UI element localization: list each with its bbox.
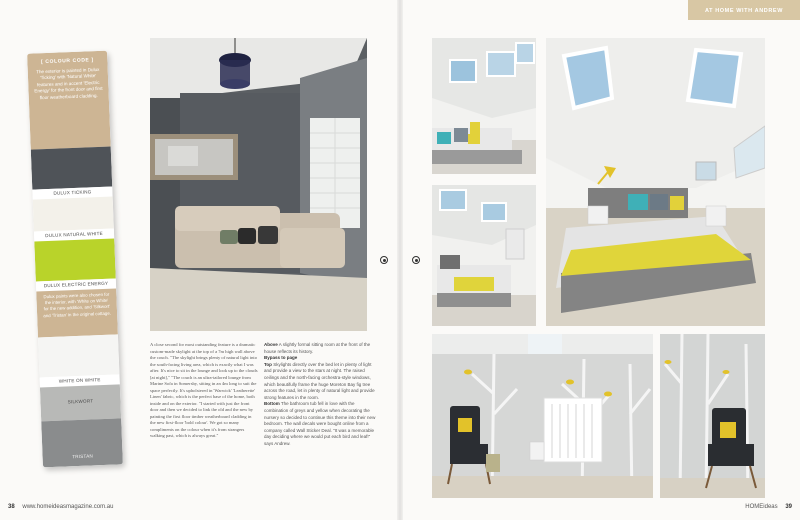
registration-mark-left <box>380 256 388 264</box>
bedroom-skylight-photo-small <box>432 38 536 174</box>
swatch-label: WHITE ON WHITE <box>58 377 101 384</box>
swatch-label: DULUX TICKING <box>53 189 92 196</box>
swatch-white-on-white-color <box>38 334 119 377</box>
page-number-right: 39 <box>785 504 792 510</box>
caption-top: Skylights directly over the bed let in plenty of light and provide a view to the stars at night. The raised ceilings and the north-facing orchestra-style windows, which beautifully frame the huge Moreton Bay fig tree across the road, let in plenty of natural light and provide strong features in the room. <box>264 361 375 400</box>
magazine-brand: HOMEideas <box>745 504 778 510</box>
caption-label-above: Above <box>264 342 278 347</box>
colour-code-note-band <box>36 288 118 337</box>
colour-code-header <box>27 51 111 150</box>
colour-code-intro: The exterior is painted in Dulux 'Ticking' with 'Natural White' features and in accent 'Electric Energy' for the front door and first floor weatherboard cladding. <box>34 66 103 100</box>
page-number-left: 38 <box>8 504 15 510</box>
caption-label-bypage: Bypass to page <box>264 355 298 361</box>
living-room-photo <box>150 38 367 331</box>
swatch-silkwort-color <box>40 384 121 421</box>
colour-code-note: Dulux paints were also chosen for the interior, with 'White on White' for the new addition, and 'Silkwort' and 'Tristan' in the original cottage. <box>43 291 112 318</box>
colour-code-strip <box>27 51 123 468</box>
swatch-label: SILKWORT <box>67 398 94 405</box>
nursery-chair-photo <box>660 334 765 498</box>
swatch-ticking-color <box>31 147 112 190</box>
footer-left <box>8 504 113 510</box>
swatch-electric-energy-color <box>34 238 115 281</box>
nursery-photo <box>432 334 653 498</box>
swatch-tristan-color <box>41 418 123 467</box>
swatch-label: DULUX NATURAL WHITE <box>45 230 103 239</box>
article-body-text: A close second for most outstanding feature is a dramatic custom-made skylight at the top of a 7m high wall above the couch. "The skylight brings plenty of natural light into the south-facing living area, which is exactly what I was after. It's nice to sit in the lounge and look up to the clouds [at night]," "The couch is an ultra-tailored lounge from Marine Sofa in Somersby, sitting in an 4m long to suit the space perfectly. It's upholstered in 'Warwick' 'Leatherette' Linen' fabric, which is the perfect base of the home, both inside and on the exterior. "I started with just the front door and then we decided to link the old and the new by painting the first floor timber weatherboard cladding in the new first-floor 'bold colour'. We got so many compliments on the colour when it's from strangers walking past, which is always great." <box>150 342 258 438</box>
caption-label-top: Top <box>264 361 272 367</box>
page-gutter <box>397 0 403 520</box>
swatch-natural-white-color <box>33 197 114 232</box>
swatch-label: DULUX ELECTRIC ENERGY <box>43 280 109 289</box>
swatch-label: TRISTAN <box>72 453 94 460</box>
caption-above: A slightly formal sitting room at the front of the house reflects its history. <box>264 342 371 354</box>
caption-label-bottom: Bottom <box>264 401 280 407</box>
section-tab: AT HOME WITH ANDREW <box>688 0 800 20</box>
magazine-url: www.homeideasmagazine.com.au <box>22 504 114 510</box>
registration-mark-right <box>412 256 420 264</box>
caption-bottom: The bathroom tub fell in love with the combination of greys and yellow when decorating the nursery so decided to continue this theme into their new bedroom. The wall decals were bought online from a company called Wall Sticker Deal. "It was a memorable day deciding where we would put each bird and leaf!" says Andrew. <box>264 401 376 446</box>
bedroom-side-photo <box>432 185 536 326</box>
photo-captions <box>264 342 376 492</box>
bedroom-main-photo <box>546 38 765 326</box>
colour-code-title: [ COLOUR CODE ] <box>40 57 94 66</box>
footer-right <box>745 504 792 510</box>
